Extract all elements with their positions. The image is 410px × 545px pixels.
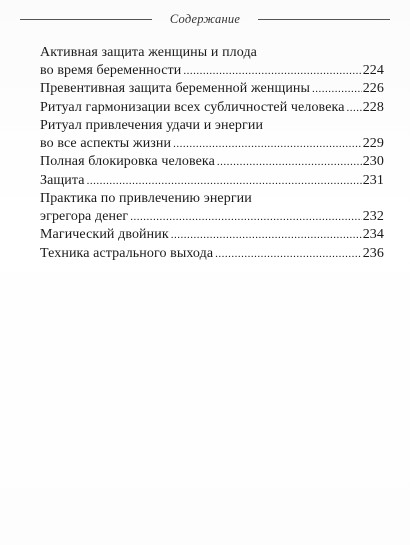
toc-page-number: 236 <box>362 245 384 261</box>
toc-page-number: 232 <box>362 208 384 224</box>
toc-entry <box>40 99 384 118</box>
toc-entry-title: во время беременности <box>40 62 182 78</box>
toc-page-number: 226 <box>362 81 384 96</box>
toc-page-number: 229 <box>362 135 384 151</box>
toc-entry-title-line: Ритуал привлечения удачи и энергии <box>40 118 264 133</box>
toc-entry <box>40 226 384 245</box>
toc-entry-title: Магический двойник <box>40 227 169 242</box>
running-header <box>20 10 390 30</box>
dot-leader <box>183 63 361 81</box>
dot-leader <box>312 81 362 99</box>
dot-leader <box>171 227 362 245</box>
toc-entry <box>40 117 384 153</box>
toc-page-number: 224 <box>362 62 384 78</box>
page-title: Содержание <box>169 12 241 26</box>
toc-entry-title: во все аспекты жизни <box>40 135 172 151</box>
toc-entry-title-line: Активная защита женщины и плода <box>40 45 257 60</box>
dot-leader <box>173 136 362 154</box>
toc-entry <box>40 172 384 191</box>
dot-leader <box>87 173 362 191</box>
toc-entry-title: Защита <box>40 172 85 188</box>
toc-entry <box>40 80 384 99</box>
toc-entry <box>40 245 384 264</box>
toc-entry-title: Ритуал гармонизации всех субличностей человека <box>40 99 345 115</box>
dot-leader <box>217 154 362 172</box>
toc-entry <box>40 153 384 172</box>
toc-entry-title: Полная блокировка человека <box>40 154 215 169</box>
header-rule-left <box>20 19 152 20</box>
dot-leader <box>215 246 362 264</box>
toc-entry <box>40 44 384 80</box>
table-of-contents <box>40 44 384 263</box>
toc-page-number: 230 <box>362 154 384 169</box>
toc-page-number: 231 <box>362 172 384 188</box>
toc-entry-title: Техника астрального выхода <box>40 245 214 261</box>
toc-entry-title: эгрегора денег <box>40 208 129 224</box>
dot-leader <box>347 100 362 118</box>
dot-leader <box>130 209 361 227</box>
toc-page-number: 228 <box>362 99 384 115</box>
toc-page-number: 234 <box>362 227 384 242</box>
toc-entry <box>40 190 384 226</box>
toc-entry-title: Превентивная защита беременной женщины <box>40 81 311 96</box>
header-rule-right <box>258 19 390 20</box>
toc-entry-title-line: Практика по привлечению энергии <box>40 191 252 206</box>
